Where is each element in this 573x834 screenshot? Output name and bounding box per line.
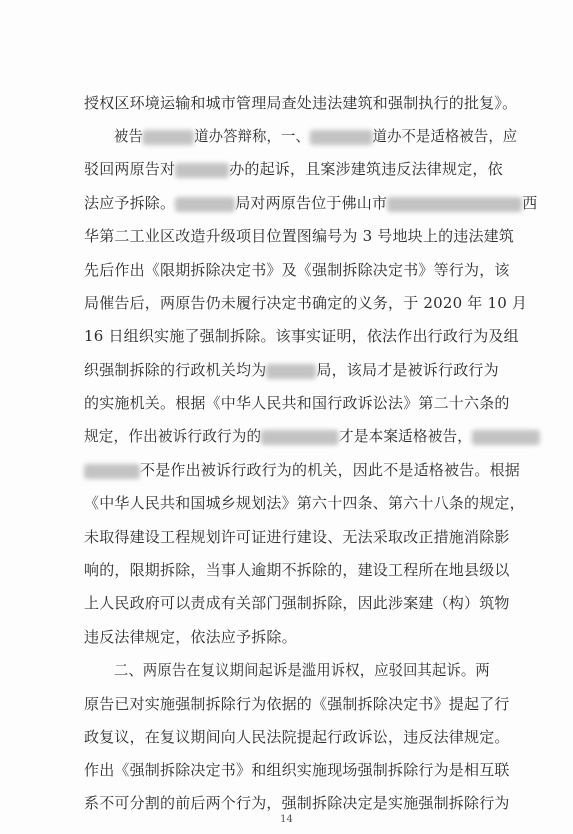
text-segment: 西: [522, 194, 538, 212]
text-segment: 局，该局才是被诉行政行为: [316, 361, 499, 379]
text-line: [84, 261, 532, 280]
text-line: [84, 761, 532, 780]
redacted-block: [84, 464, 140, 479]
text-segment: 政复议，在复议期间向人民法院提起行政诉讼，违反法律规定。: [84, 728, 510, 746]
text-line: [84, 494, 532, 513]
redacted-block: [175, 197, 235, 212]
text-line: [84, 794, 532, 813]
text-segment: 道办不是适格被告，应: [372, 127, 518, 145]
redacted-block: [261, 430, 339, 445]
text-segment: 16 日组织实施了强制拆除。该事实证明，依法作出行政行为及组: [84, 327, 519, 345]
text-segment: 作出《强制拆除决定书》和组织实施现场强制拆除行为是相互联: [84, 761, 510, 779]
text-segment: 被告: [114, 127, 143, 145]
text-segment: 不是作出被诉行政行为的机关，因此不是适格被告。根据: [140, 461, 521, 479]
text-line: [84, 94, 532, 113]
text-segment: 才是本案适格被告，: [339, 427, 473, 445]
text-segment: 的实施机关。根据《中华人民共和国行政诉讼法》第二十六条的: [84, 394, 510, 412]
text-segment: 授权区环境运输和城市管理局查处违法建筑和强制执行的批复》。: [84, 94, 518, 112]
text-line: [84, 394, 532, 413]
text-line: [84, 327, 532, 346]
text-line: [84, 561, 532, 580]
text-segment: 原告已对实施强制拆除行为依据的《强制拆除决定书》提起了行: [84, 695, 510, 713]
text-segment: 《中华人民共和国城乡规划法》第六十四条、第六十八条的规定，: [84, 494, 525, 512]
text-segment: 华第二工业区改造升级项目位置图编号为 3 号地块上的违法建筑: [84, 227, 515, 245]
text-line: [84, 294, 532, 313]
redacted-block: [143, 130, 194, 145]
text-line: [84, 160, 532, 179]
text-line: [84, 628, 532, 647]
text-segment: 未取得建设工程规划许可证进行建设、无法采取改正措施消除影: [84, 528, 510, 546]
text-line: [84, 361, 532, 380]
text-line: [84, 427, 519, 446]
text-segment: 办的起诉，且案涉建筑违反法律规定，依: [229, 160, 503, 178]
text-line: [84, 227, 532, 246]
text-segment: 系不可分割的前后两个行为，强制拆除决定是实施强制拆除行为: [84, 794, 510, 812]
text-segment: 局催告后，两原告仍未履行决定书确定的义务，于 2020 年 10 月: [84, 294, 528, 312]
redacted-block: [310, 130, 373, 145]
page-number: 14: [280, 814, 293, 825]
text-segment: 先后作出《限期拆除决定书》及《强制拆除决定书》等行为，该: [84, 261, 510, 279]
text-segment: 规定，作出被诉行政行为的: [84, 427, 262, 445]
text-line: [84, 461, 532, 480]
redacted-block: [266, 364, 316, 379]
text-line: [84, 594, 532, 613]
text-segment: 二、两原告在复议期间起诉是滥用诉权，应驳回其起诉。两: [114, 661, 490, 679]
redacted-block: [472, 430, 540, 445]
text-segment: 局对两原告位于佛山市: [235, 194, 388, 212]
text-segment: 响的，限期拆除，当事人逾期不拆除的，建设工程所在地县级以: [84, 561, 510, 579]
redacted-block: [175, 163, 229, 178]
text-segment: 驳回两原告对: [84, 160, 176, 178]
text-line: [114, 661, 540, 680]
text-segment: 上人民政府可以责成有关部门强制拆除，因此涉案建（构）筑物: [84, 594, 510, 612]
text-line: [114, 127, 540, 146]
text-line: [84, 695, 532, 714]
redacted-block: [387, 197, 522, 212]
text-line: [84, 528, 532, 547]
text-line: [84, 194, 538, 213]
text-line: [84, 728, 532, 747]
text-segment: 违反法律规定，依法应予拆除。: [84, 628, 297, 646]
text-segment: 法应予拆除。: [84, 194, 176, 212]
text-segment: 道办答辩称，一、: [194, 127, 310, 145]
text-segment: 织强制拆除的行政机关均为: [84, 361, 267, 379]
